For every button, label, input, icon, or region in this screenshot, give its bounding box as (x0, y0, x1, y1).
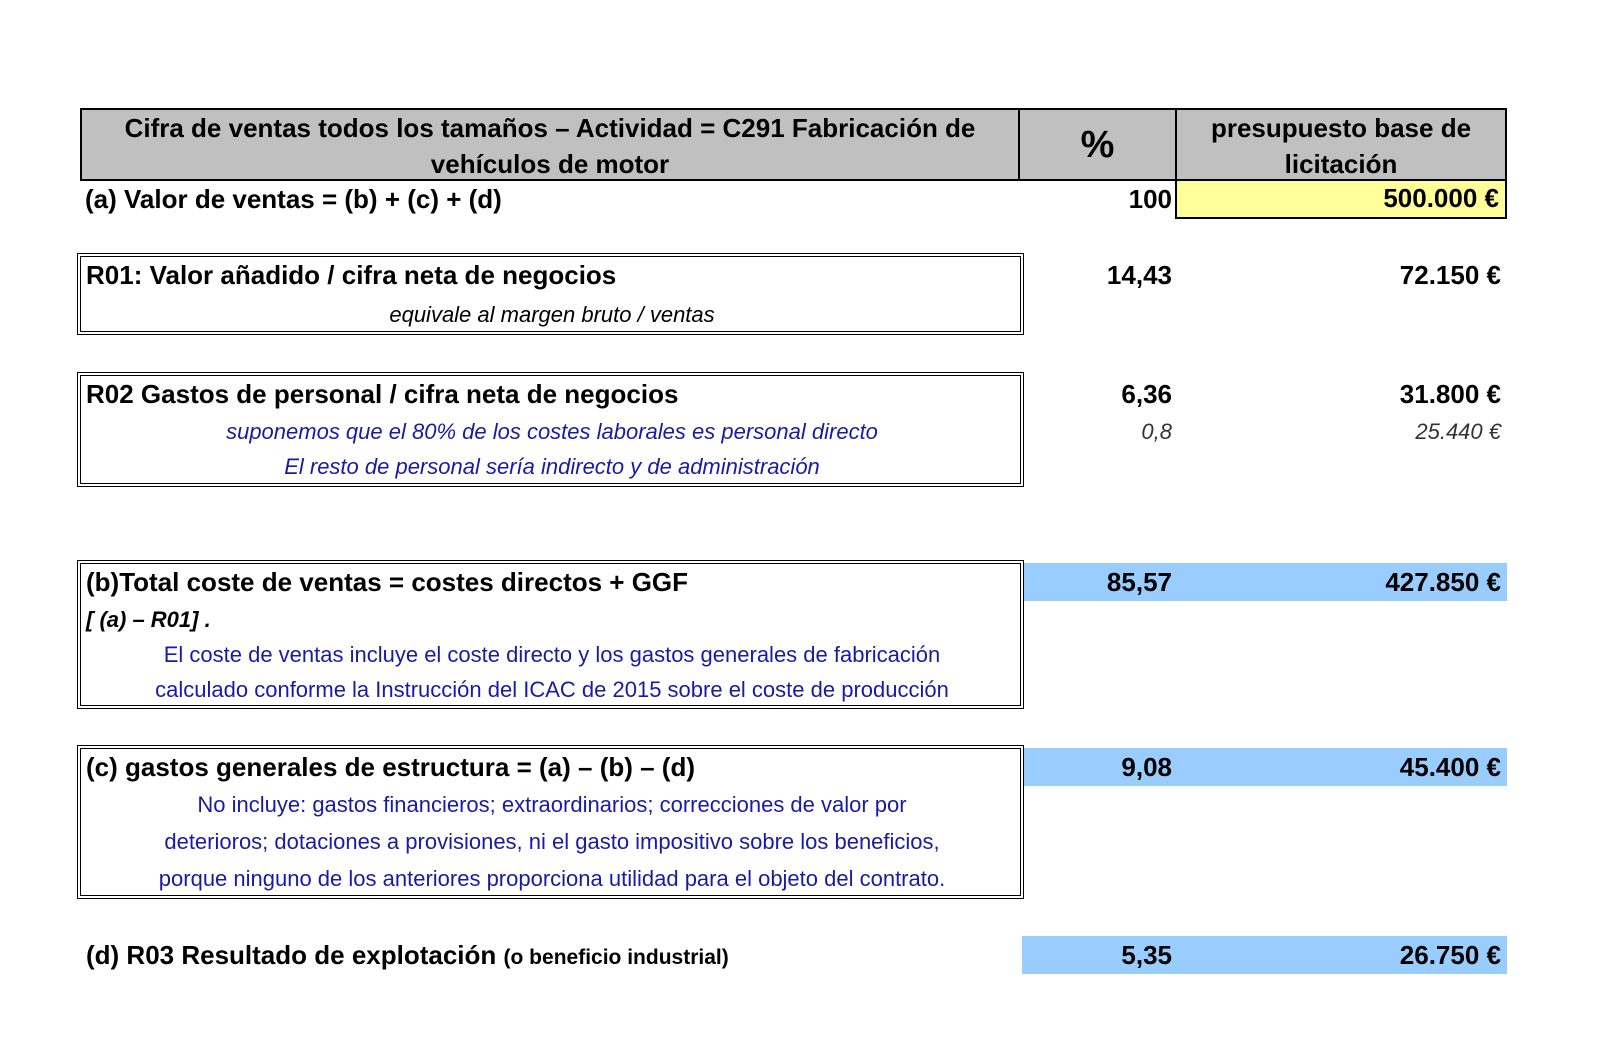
row-b-percent: 85,57 (1106, 567, 1172, 597)
r01-label: R01: Valor añadido / cifra neta de negocios (86, 260, 617, 290)
row-a-percent: 100 (1128, 184, 1172, 214)
row-a-label: (a) Valor de ventas = (b) + (c) + (d) (85, 184, 502, 214)
row-c-label: (c) gastos generales de estructura = (a) – (b) – (d) (86, 752, 695, 782)
row-b-amount: 427.850 € (1385, 567, 1501, 597)
header-percent: % (1080, 124, 1115, 166)
header-title-cell (80, 108, 1020, 181)
header-percent-cell (1018, 108, 1177, 181)
row-b-label: (b)Total coste de ventas = costes directos + GGF (86, 567, 689, 597)
header-budget: presupuesto base de licitación (1210, 113, 1472, 179)
r01-note: equivale al margen bruto / ventas (389, 302, 715, 327)
r02-amount: 31.800 € (1399, 379, 1501, 409)
r02-label: R02 Gastos de personal / cifra neta de negocios (86, 379, 679, 409)
r02-sub-amount: 25.440 € (1415, 419, 1501, 444)
row-c-note-1: No incluye: gastos financieros; extraordinarios; correcciones de valor por (197, 792, 907, 817)
row-c-amount: 45.400 € (1399, 752, 1501, 782)
header-title: Cifra de ventas todos los tamaños – Actividad = C291 Fabricación de vehículos de motor (124, 113, 976, 179)
row-c-note-3: porque ninguno de los anteriores proporciona utilidad para el objeto del contrato. (158, 866, 946, 891)
row-d-amount: 26.750 € (1399, 940, 1501, 970)
r01-amount: 72.150 € (1399, 260, 1501, 290)
row-d-label-small: (o beneficio industrial) (503, 946, 729, 969)
row-d-label-main: (d) R03 Resultado de explotación (86, 940, 497, 970)
row-d-label (86, 938, 729, 975)
row-c-percent: 9,08 (1121, 752, 1172, 782)
header-budget-cell (1175, 108, 1507, 181)
row-d-percent: 5,35 (1121, 940, 1172, 970)
row-b-formula: [ (a) – R01] . (86, 607, 211, 632)
row-b-note-2: calculado conforme la Instrucción del ICAC de 2015 sobre el coste de producción (155, 677, 949, 702)
r02-note-1: suponemos que el 80% de los costes laborales es personal directo (226, 419, 878, 444)
row-b-note-1: El coste de ventas incluye el coste directo y los gastos generales de fabricación (163, 642, 941, 667)
r01-percent: 14,43 (1106, 260, 1172, 290)
row-a-amount: 500.000 € (1175, 179, 1507, 219)
r02-note-2: El resto de personal sería indirecto y de administración (284, 454, 820, 479)
r02-sub-percent: 0,8 (1141, 419, 1172, 444)
r02-percent: 6,36 (1121, 379, 1172, 409)
row-c-note-2: deterioros; dotaciones a provisiones, ni el gasto impositivo sobre los beneficios, (164, 829, 940, 854)
